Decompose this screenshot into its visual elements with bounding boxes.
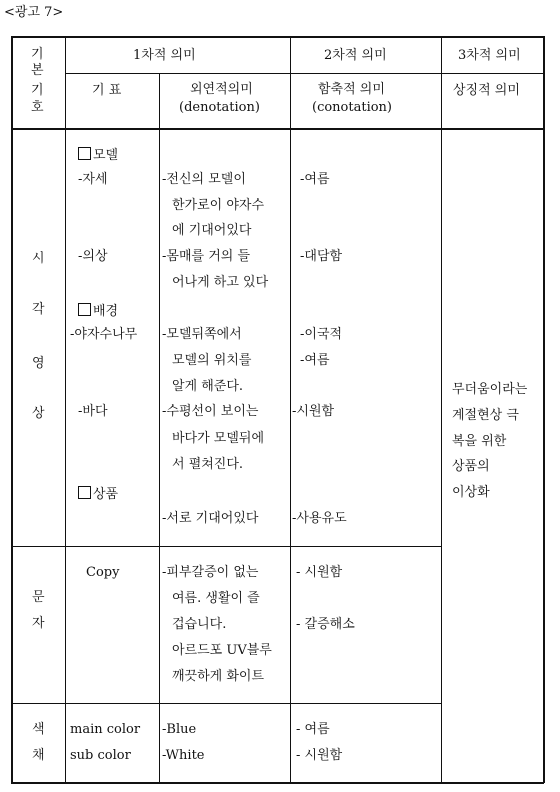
header-first-meaning: 1차적 의미 <box>133 48 196 63</box>
symbolic-line: 이상화 <box>452 485 490 500</box>
visual-denotation-line: 한가로이 야자수 <box>172 198 265 213</box>
visual-sign-background: 배경 <box>78 303 118 318</box>
visual-connotation-line: -여름 <box>300 172 330 187</box>
symbolic-line: 상품의 <box>452 459 490 474</box>
text-denotation-line: 겁습니다. <box>172 617 227 632</box>
text-label-2: 자 <box>32 616 45 631</box>
symbolic-line: 복을 위한 <box>452 434 507 449</box>
color-denotation-blue: -Blue <box>162 722 197 737</box>
text-denotation-line: 여름. 생활이 즐 <box>172 591 260 606</box>
visual-text-divider <box>11 546 441 547</box>
table-bottom-border <box>11 782 544 784</box>
header-sign: 기 표 <box>92 83 122 98</box>
visual-denotation-line: 에 기대어있다 <box>172 223 252 238</box>
col-divider-1 <box>65 36 66 783</box>
visual-connotation-line: -대담함 <box>300 249 343 264</box>
text-connotation-line: - 시원함 <box>296 565 343 580</box>
text-denotation-line: 아르드포 UV블루 <box>172 643 272 658</box>
header-denotation-ko: 외연적의미 <box>190 82 253 97</box>
visual-denotation-line: 알게 해준다. <box>172 379 244 394</box>
visual-denotation-line: -서로 기대어있다 <box>162 511 259 526</box>
header-second-meaning: 2차적 의미 <box>324 48 387 63</box>
visual-sign-clothing: -의상 <box>78 249 108 264</box>
visual-connotation-line: -이국적 <box>300 327 343 342</box>
header-basic-code-1: 기 <box>31 47 44 62</box>
text-color-divider <box>11 703 441 704</box>
visual-connotation-line: -사용유도 <box>292 511 347 526</box>
text-denotation-line: -피부갈증이 없는 <box>162 565 259 580</box>
color-denotation-white: -White <box>162 748 205 763</box>
header-divider-1 <box>65 73 544 74</box>
visual-sign-palm: -야자수나무 <box>70 327 138 342</box>
header-basic-code-3: 기 <box>31 83 44 98</box>
header-third-meaning: 3차적 의미 <box>458 48 521 63</box>
color-label-1: 색 <box>32 722 45 737</box>
visual-connotation-line: -여름 <box>300 353 330 368</box>
visual-sign-pose: -자세 <box>78 172 108 187</box>
visual-denotation-line: -전신의 모델이 <box>162 172 246 187</box>
header-bottom-border <box>11 128 544 130</box>
visual-sign-product: 상품 <box>78 486 118 501</box>
visual-denotation-line: -모델뒤쪽에서 <box>162 327 242 342</box>
table-left-border <box>11 36 13 783</box>
checkbox-icon <box>78 147 91 160</box>
table-right-border <box>543 36 545 783</box>
visual-denotation-line: -수평선이 보이는 <box>162 404 259 419</box>
table-top-border <box>11 36 544 38</box>
color-sign-sub: sub color <box>70 748 131 763</box>
color-sign-main: main color <box>70 722 141 737</box>
visual-denotation-line: 모델의 위치를 <box>172 353 252 368</box>
color-label-2: 채 <box>32 748 45 763</box>
col-divider-2 <box>159 73 160 783</box>
header-basic-code-4: 호 <box>31 100 44 115</box>
visual-denotation-line: 서 펼쳐진다. <box>172 457 244 472</box>
visual-denotation-line: 어나게 하고 있다 <box>172 275 269 290</box>
visual-denotation-line: -몸매를 거의 들 <box>162 249 251 264</box>
visual-denotation-line: 바다가 모델뒤에 <box>172 431 265 446</box>
header-connotation-en: (conotation) <box>312 100 393 115</box>
checkbox-icon <box>78 486 91 499</box>
visual-label-3: 영 <box>32 356 45 371</box>
caption: <광고 7> <box>4 5 64 20</box>
text-label-1: 문 <box>32 590 45 605</box>
visual-label-4: 상 <box>32 406 45 421</box>
symbolic-line: 무더움이라는 <box>452 382 528 397</box>
visual-sign-sea: -바다 <box>78 404 108 419</box>
header-symbolic: 상징적 의미 <box>453 83 520 98</box>
symbolic-line: 계절현상 극 <box>452 408 519 423</box>
color-connotation-summer: - 여름 <box>296 722 330 737</box>
visual-connotation-line: -시원함 <box>292 404 335 419</box>
col-divider-3 <box>290 36 291 783</box>
checkbox-icon <box>78 303 91 316</box>
header-connotation-ko: 함축적 의미 <box>318 82 385 97</box>
visual-label-1: 시 <box>32 251 45 266</box>
visual-label-2: 각 <box>32 302 45 317</box>
text-denotation-line: 깨끗하게 화이트 <box>172 669 265 684</box>
text-sign-copy: Copy <box>86 565 120 580</box>
text-connotation-line: - 갈증해소 <box>296 617 355 632</box>
header-denotation-en: (denotation) <box>179 100 260 115</box>
visual-sign-model: 모델 <box>78 147 118 162</box>
col-divider-4 <box>441 36 442 783</box>
header-basic-code-2: 본 <box>31 63 44 78</box>
color-connotation-cool: - 시원함 <box>296 748 343 763</box>
